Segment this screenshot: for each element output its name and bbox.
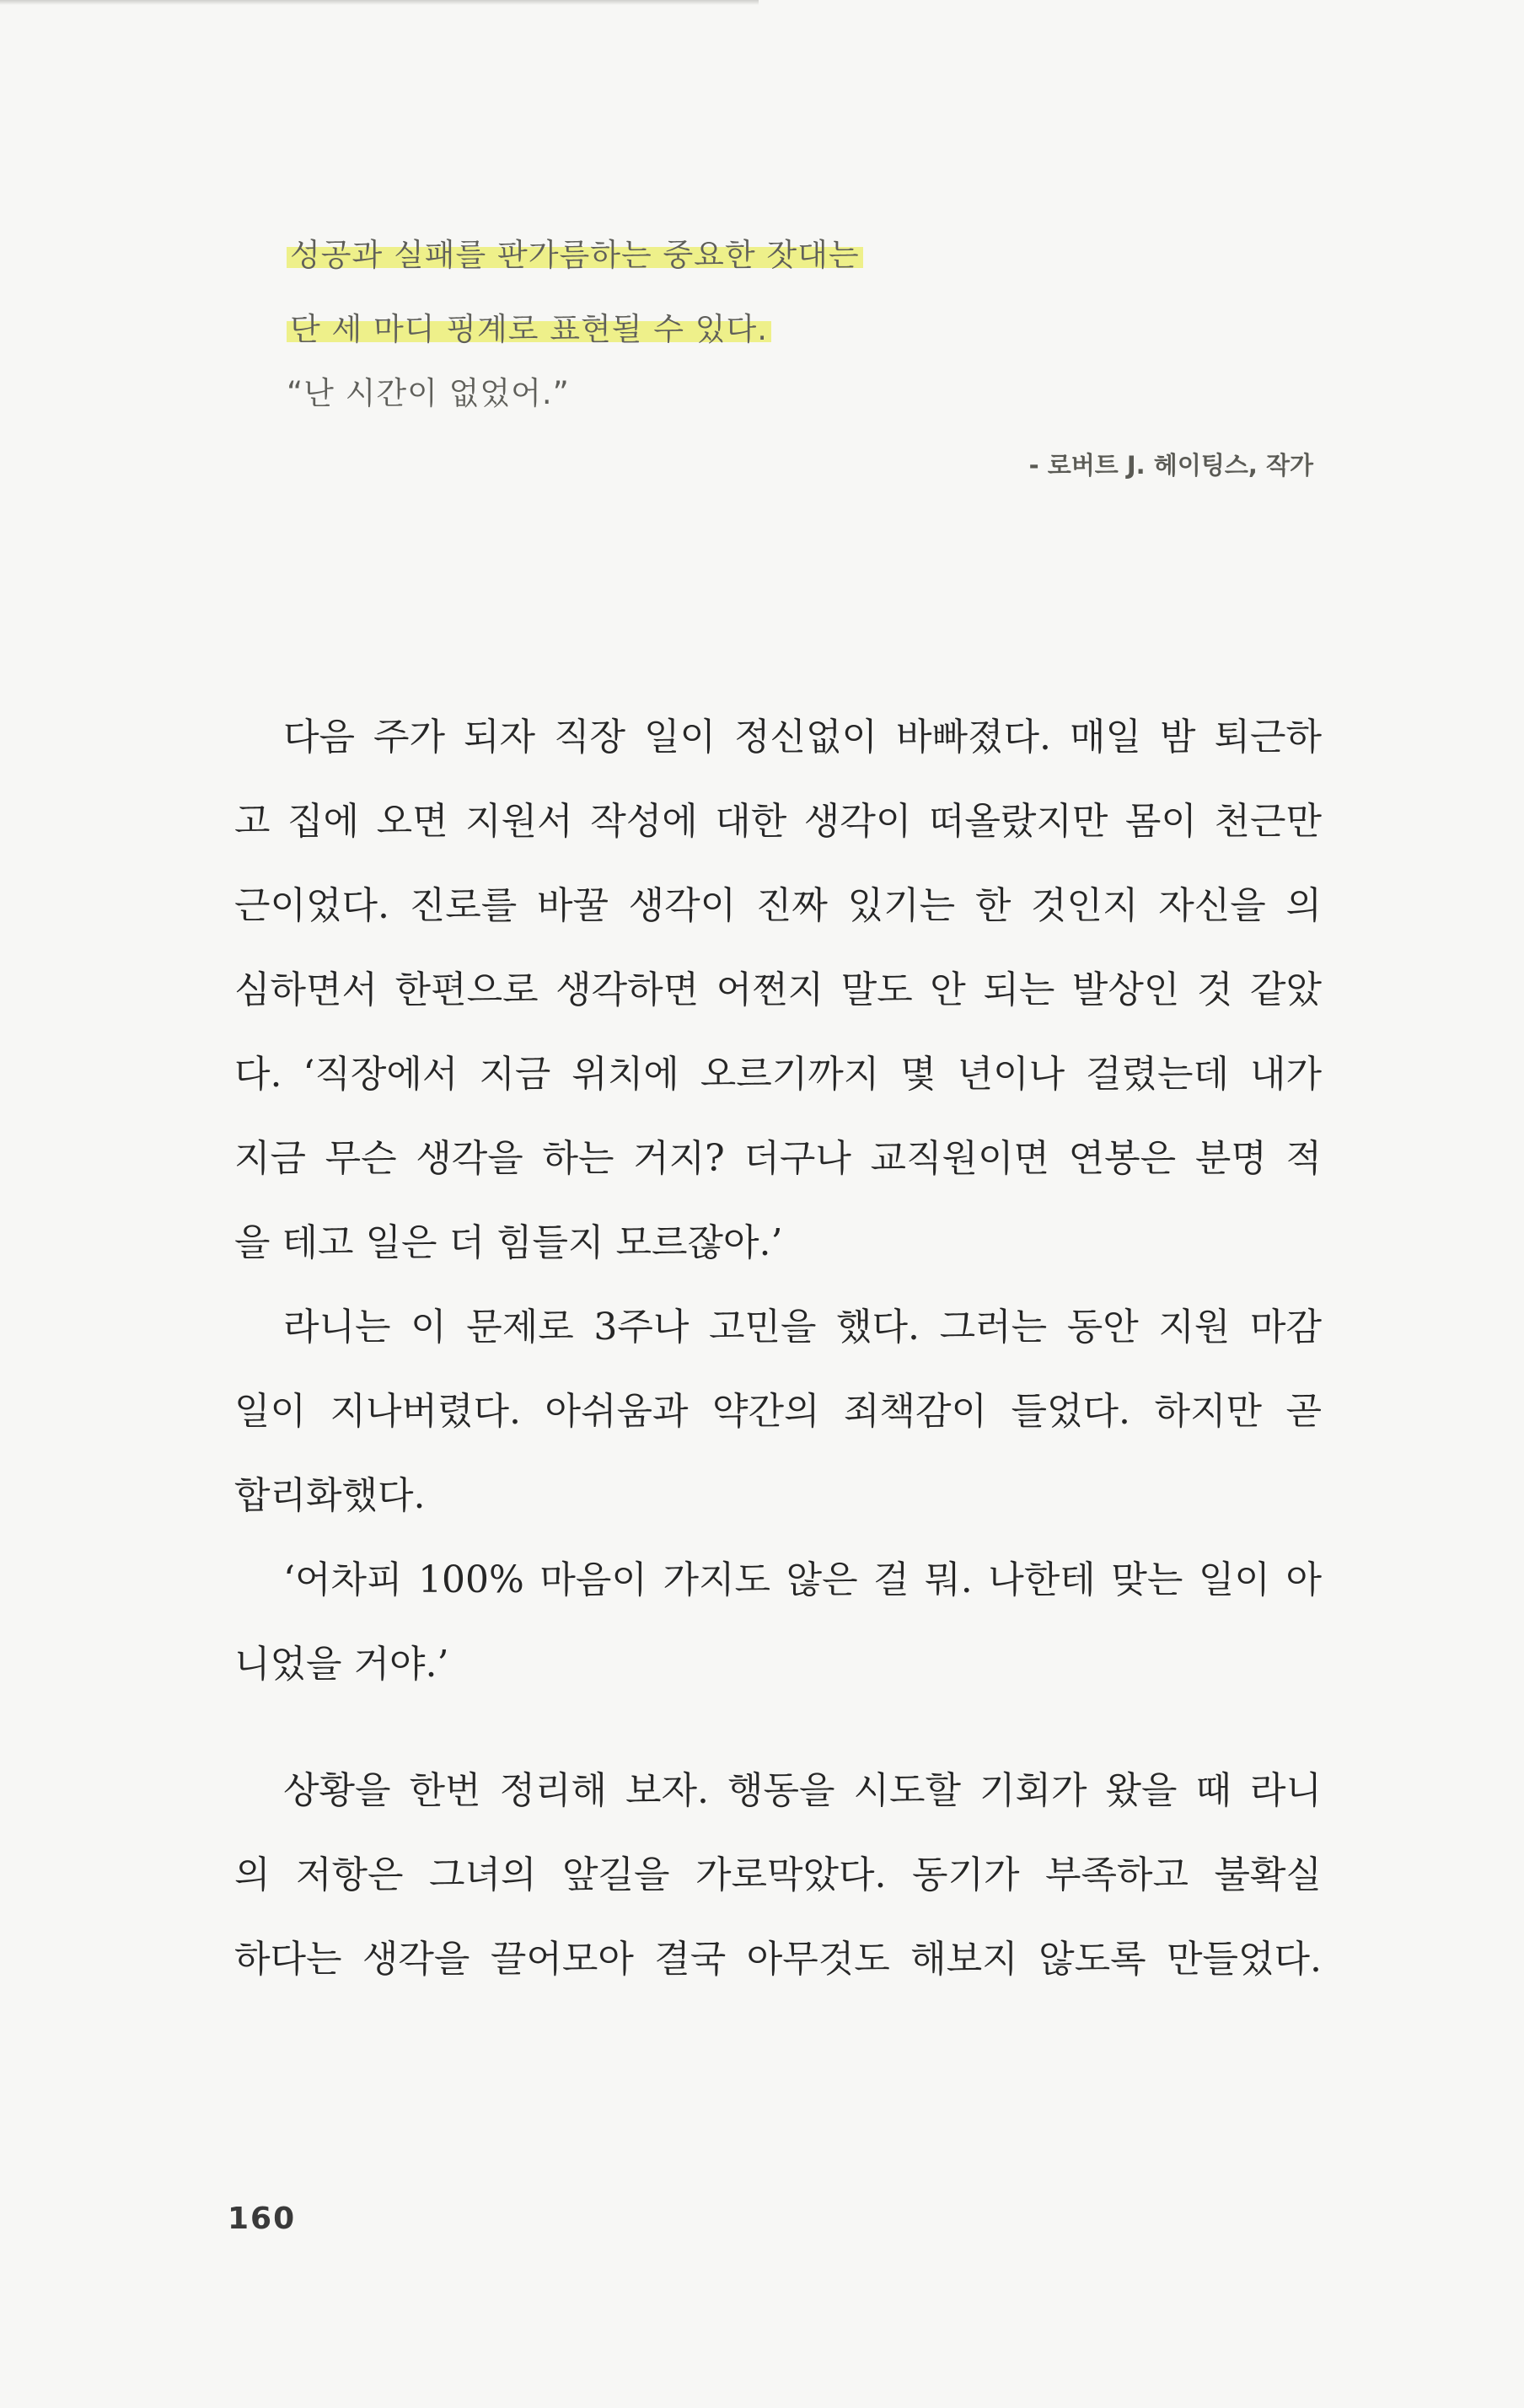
body-line: 다음 주가 되자 직장 일이 정신없이 바빠졌다. 매일 밤 퇴근하 [283, 716, 1322, 759]
body-line: 상황을 한번 정리해 보자. 행동을 시도할 기회가 왔을 때 라니 [283, 1769, 1322, 1812]
body-line: 근이었다. 진로를 바꿀 생각이 진짜 있기는 한 것인지 자신을 의 [234, 884, 1322, 927]
body-line: 지금 무슨 생각을 하는 거지? 더구나 교직원이면 연봉은 분명 적 [234, 1137, 1322, 1180]
body-line: 심하면서 한편으로 생각하면 어쩐지 말도 안 되는 발상인 것 같았 [234, 968, 1322, 1011]
page-number: 160 [228, 2202, 297, 2236]
body-line: 니었을 거야.’ [234, 1643, 449, 1686]
epigraph-attribution: - 로버트 J. 헤이팅스, 작가 [1028, 451, 1313, 480]
highlighted-text: 단 세 마디 핑계로 표현될 수 있다. [287, 311, 771, 347]
body-line: 라니는 이 문제로 3주나 고민을 했다. 그러는 동안 지원 마감 [283, 1306, 1322, 1349]
epigraph-line [287, 303, 771, 349]
body-line: 일이 지나버렸다. 아쉬움과 약간의 죄책감이 들었다. 하지만 곧 [234, 1390, 1322, 1433]
body-line: 의 저항은 그녀의 앞길을 가로막았다. 동기가 부족하고 불확실 [234, 1853, 1322, 1896]
epigraph-line [287, 367, 570, 413]
epigraph-quote: “난 시간이 없었어.” [287, 375, 570, 411]
page-edge-shadow [0, 0, 759, 5]
body-line: ‘어차피 100% 마음이 가지도 않은 걸 뭐. 나한테 맞는 일이 아 [283, 1558, 1322, 1601]
body-line: 합리화했다. [234, 1474, 426, 1517]
body-line: 을 테고 일은 더 힘들지 모르잖아.’ [234, 1221, 783, 1264]
body-line: 고 집에 오면 지원서 작성에 대한 생각이 떠올랐지만 몸이 천근만 [234, 800, 1322, 843]
highlighted-text: 성공과 실패를 판가름하는 중요한 잣대는 [287, 237, 863, 273]
epigraph-line [287, 229, 863, 275]
body-line: 다. ‘직장에서 지금 위치에 오르기까지 몇 년이나 걸렸는데 내가 [234, 1053, 1322, 1096]
body-line: 하다는 생각을 끌어모아 결국 아무것도 해보지 않도록 만들었다. [234, 1938, 1322, 1981]
